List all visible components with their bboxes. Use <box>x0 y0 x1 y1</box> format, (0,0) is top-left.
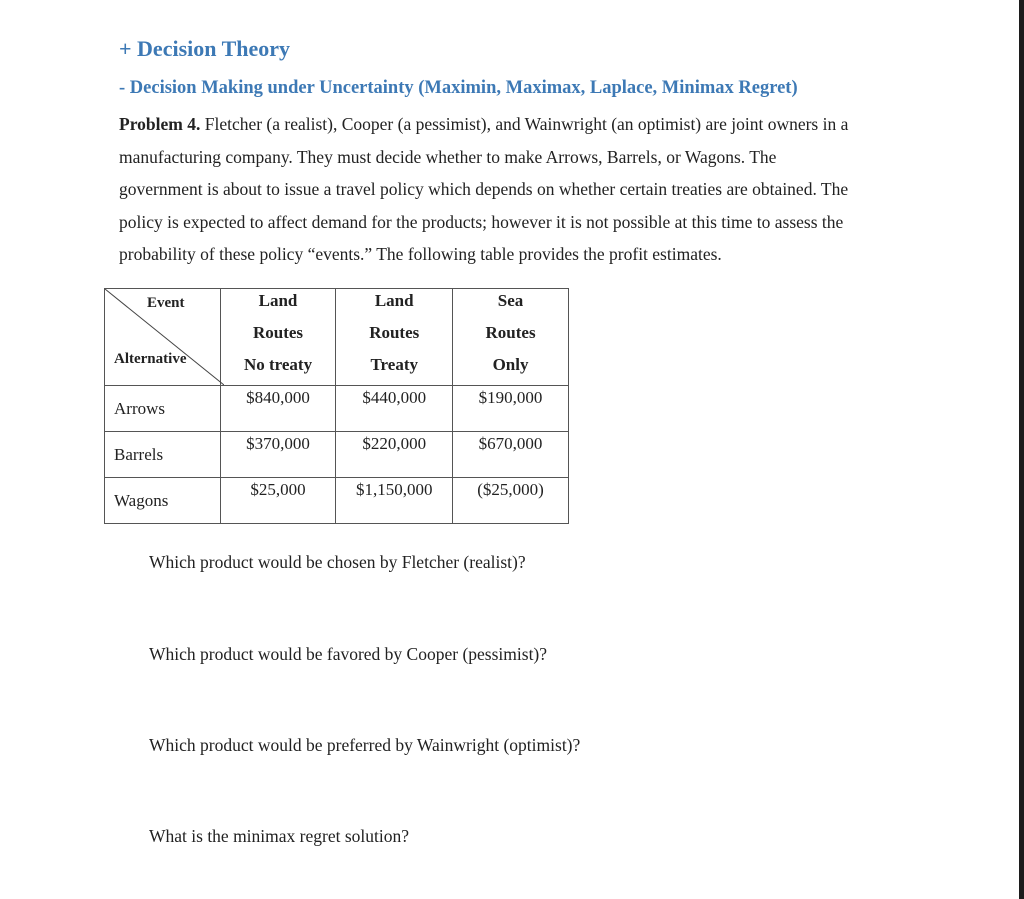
row-label: Barrels <box>105 432 221 478</box>
table-cell <box>453 386 569 432</box>
table-corner-cell <box>105 289 221 386</box>
column-header-line: No treaty <box>243 355 313 374</box>
row-label: Arrows <box>105 386 221 432</box>
table-header-row <box>105 289 569 386</box>
subsection-heading: - Decision Making under Uncertainty (Maximin, Maximax, Laplace, Minimax Regret) <box>119 78 798 98</box>
column-header-line: Land <box>374 291 414 310</box>
problem-statement <box>119 108 909 271</box>
profit-table <box>104 288 569 524</box>
alternative-label: Alternative <box>114 351 187 367</box>
table-cell <box>336 386 453 432</box>
problem-line: policy is expected to affect demand for the products; however it is not possible at this time to assess the <box>119 211 844 232</box>
window-edge <box>1019 0 1024 899</box>
cell-value: $1,150,000 <box>355 480 433 499</box>
table-cell <box>453 432 569 478</box>
column-header <box>220 289 336 386</box>
question-realist: Which product would be chosen by Fletcher (realist)? <box>149 552 526 572</box>
row-label: Wagons <box>105 478 221 524</box>
column-header-line: Land <box>258 291 298 310</box>
column-header-line: Routes <box>485 323 536 342</box>
column-header-line: Treaty <box>370 355 418 374</box>
cell-value: $840,000 <box>246 388 310 407</box>
cell-value: $190,000 <box>478 388 543 407</box>
event-label: Event <box>147 295 185 311</box>
cell-value: ($25,000) <box>477 480 544 499</box>
table-cell <box>453 478 569 524</box>
problem-line: government is about to issue a travel policy which depends on whether certain treaties are obtained. The <box>119 179 849 199</box>
table-cell <box>336 432 453 478</box>
column-header-line: Only <box>492 355 529 374</box>
table-cell <box>220 386 336 432</box>
cell-value: $25,000 <box>250 480 306 499</box>
column-header-line: Sea <box>497 291 524 310</box>
table-row <box>105 432 569 478</box>
problem-line: probability of these policy “events.” The following table provides the profit estimates. <box>119 244 722 264</box>
question-minimax-regret: What is the minimax regret solution? <box>149 826 410 846</box>
question-optimist: Which product would be preferred by Wainwright (optimist)? <box>149 735 581 755</box>
table-cell <box>220 478 336 524</box>
column-header-line: Routes <box>369 323 420 342</box>
section-heading: + Decision Theory <box>119 36 291 61</box>
cell-value: $370,000 <box>246 434 310 453</box>
problem-line <box>119 108 909 141</box>
table-row <box>105 386 569 432</box>
table-row <box>105 478 569 524</box>
table-cell <box>220 432 336 478</box>
problem-label: Problem 4. <box>119 114 201 134</box>
question-pessimist: Which product would be favored by Cooper (pessimist)? <box>149 644 548 664</box>
column-header <box>336 289 453 386</box>
column-header-line: Routes <box>252 323 304 342</box>
table-cell <box>336 478 453 524</box>
column-header <box>453 289 569 386</box>
cell-value: $440,000 <box>362 388 427 407</box>
problem-line: manufacturing company. They must decide whether to make Arrows, Barrels, or Wagons. The <box>119 146 777 167</box>
problem-line-text: Fletcher (a realist), Cooper (a pessimist), and Wainwright (an optimist) are joint owners in a <box>204 114 849 134</box>
cell-value: $670,000 <box>478 434 543 453</box>
cell-value: $220,000 <box>362 434 427 453</box>
